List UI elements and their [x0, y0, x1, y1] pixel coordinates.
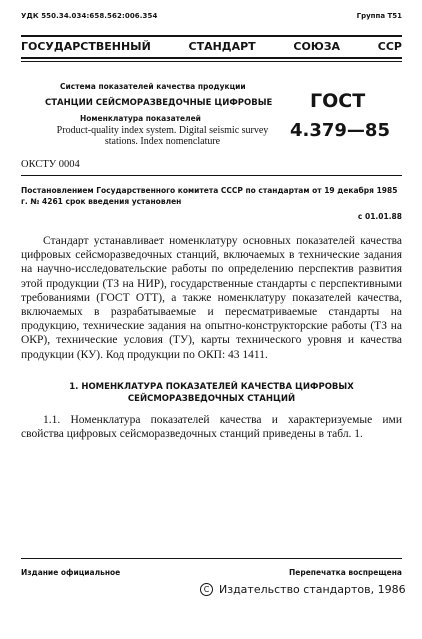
official-edition-label: Издание официальное — [21, 568, 121, 577]
okstu-rule — [21, 175, 402, 176]
effective-date: с 01.01.88 — [357, 212, 402, 221]
copyright-line — [200, 583, 406, 596]
okstu-code: ОКСТУ 0004 — [21, 159, 80, 170]
decree-text: Постановлением Государственного комитета СССР по стандартам от 19 декабря 1985 г. № 4261 срок введения установлен — [21, 186, 398, 206]
banner-word: СОЮЗА — [293, 40, 341, 53]
section-title-line: СЕЙСМОРАЗВЕДОЧНЫХ СТАНЦИЙ — [127, 394, 296, 404]
section-title — [21, 381, 402, 405]
gost-label: ГОСТ — [310, 90, 366, 112]
footer-rule — [21, 558, 402, 559]
state-standard-banner — [21, 40, 402, 53]
main-title: СТАНЦИИ СЕЙСМОРАЗВЕДОЧНЫЕ ЦИФРОВЫЕ — [45, 98, 273, 108]
reprint-prohibited-label: Перепечатка воспрещена — [288, 568, 402, 577]
banner-bottom-rule — [21, 57, 402, 59]
copyright-icon: C — [200, 583, 213, 596]
banner-bottom-rule-thin — [21, 61, 402, 62]
body-paragraph: 1.1. Номенклатура показателей качества и характеризуемые ими свойства цифровых сейсморазведочных станций приведены в табл. 1. — [21, 414, 402, 441]
publisher-text: Издательство стандартов, 1986 — [219, 583, 406, 596]
body-paragraph: Стандарт устанавливает номенклатуру основных показателей качества цифровых сейсморазведочных станций, включаемых в технические задания на научно-исследовательские работы по определению перспектив развития этой продукции (ТЗ на НИР), государственные стандарты с перспективными требованиями (ГОСТ ОТТ), а также номенклатуру показателей качества, включаемых в разрабатываемые и пересматриваемые стандарты на продукцию, технические задания на опытно-конструкторские работы (ТЗ на ОКР), технические условия (ТУ), карты технического уровня и качества продукции (КУ). Код продукции по ОКП: 43 1411. — [21, 235, 402, 361]
banner-word: СТАНДАРТ — [188, 40, 256, 53]
header-line — [21, 12, 402, 26]
group-code: Группа Т51 — [356, 12, 402, 20]
nomenclature-subtitle: Номенклатура показателей — [80, 114, 201, 123]
system-title: Система показателей качества продукции — [60, 82, 246, 91]
top-rule — [21, 35, 402, 37]
banner-word: ГОСУДАРСТВЕННЫЙ — [21, 40, 151, 53]
gost-number: 4.379—85 — [290, 120, 390, 141]
english-title: Product-quality index system. Digital seismic survey stations. Index nomenclature — [56, 125, 269, 147]
section-title-line: 1. НОМЕНКЛАТУРА ПОКАЗАТЕЛЕЙ КАЧЕСТВА ЦИФРОВЫХ — [69, 382, 354, 392]
udc-code: УДК 550.34.034:658.562:006.354 — [21, 12, 158, 20]
banner-word: ССР — [377, 40, 402, 53]
